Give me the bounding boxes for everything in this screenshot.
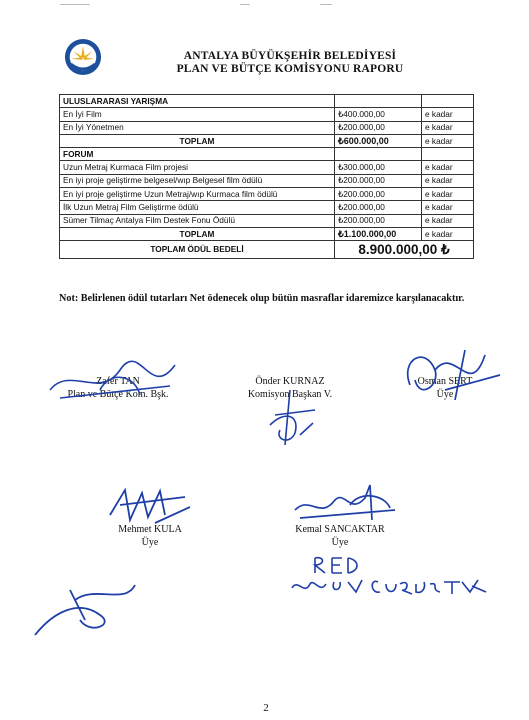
table-row: [60, 174, 474, 187]
signatory-role: Üye: [436, 388, 454, 400]
award-name: Sümer Tilmaç Antalya Film Destek Fonu Ödülü: [60, 214, 335, 227]
award-amount: ₺200.000,00: [335, 214, 422, 227]
section-title: ULUSLARARASI YARIŞMA: [60, 95, 335, 108]
award-name: Uzun Metraj Kurmaca Film projesi: [60, 161, 335, 174]
award-amount: ₺300.000,00: [335, 161, 422, 174]
award-note: e kadar: [422, 201, 474, 214]
award-amount: ₺200.000,00: [335, 121, 422, 134]
header-title: ANTALYA BÜYÜKŞEHİR BELEDİYESİ: [183, 50, 397, 62]
award-name: En İyi Film: [60, 108, 335, 121]
signatory-name: Önder KURNAZ: [255, 376, 325, 387]
total-row: [60, 227, 474, 240]
award-note: e kadar: [422, 161, 474, 174]
municipality-logo-icon: [64, 38, 102, 76]
table-row: [60, 161, 474, 174]
award-name: En iyi proje geliştirme belgesel/wıp Belgesel film ödülü: [60, 174, 335, 187]
total-label: TOPLAM: [60, 227, 335, 240]
signature-scribble-icon: [30, 580, 140, 640]
signatory-name: Mehmet KULA: [118, 524, 182, 535]
signatory-name: Kemal SANCAKTAR: [295, 524, 385, 535]
signature-kemal-sancaktar-icon: [290, 480, 400, 525]
signatory-role: Üye: [331, 536, 349, 548]
signatory-role: Plan ve Bütçe Kom. Bşk.: [67, 388, 169, 400]
signature-onder-kurnaz-icon: [255, 385, 325, 450]
signatory-role: Üye: [141, 536, 159, 548]
signature-block-kemal-sancaktar: [275, 524, 405, 549]
total-note: e kadar: [422, 227, 474, 240]
award-note: e kadar: [422, 188, 474, 201]
total-amount: ₺600.000,00: [335, 134, 422, 147]
award-amount: ₺200.000,00: [335, 201, 422, 214]
signatory-role: Komisyon Başkan V.: [247, 388, 333, 400]
award-note: e kadar: [422, 174, 474, 187]
signature-osman-sert-icon: [395, 340, 505, 410]
scan-artifact: [240, 4, 250, 5]
award-table: [59, 94, 474, 259]
section-row: [60, 95, 474, 108]
table-row: [60, 108, 474, 121]
total-label: TOPLAM: [60, 134, 335, 147]
table-row: [60, 201, 474, 214]
handwritten-note-icon: [290, 548, 490, 598]
total-amount: ₺1.100.000,00: [335, 227, 422, 240]
scan-artifact: [60, 4, 90, 5]
section-row: [60, 148, 474, 161]
total-row: [60, 134, 474, 147]
award-amount: ₺200.000,00: [335, 188, 422, 201]
award-name: En İyi Yönetmen: [60, 121, 335, 134]
signatory-name: Osman SERT: [417, 376, 473, 387]
grand-total-label: TOPLAM ÖDÜL BEDELİ: [60, 241, 335, 259]
grand-total-amount: 8.900.000,00 ₺: [335, 241, 474, 259]
award-note: e kadar: [422, 214, 474, 227]
award-amount: ₺200.000,00: [335, 174, 422, 187]
signature-zafer-tan-icon: [40, 360, 180, 410]
note-text: Not: Belirlenen ödül tutarları Net ödenecek olup bütün masraflar idaremizce karşılanacaktır.: [59, 293, 465, 304]
table-row: [60, 121, 474, 134]
table-row: [60, 214, 474, 227]
award-amount: ₺400.000,00: [335, 108, 422, 121]
section-title: FORUM: [60, 148, 335, 161]
award-note: e kadar: [422, 121, 474, 134]
total-note: e kadar: [422, 134, 474, 147]
header-subtitle: PLAN VE BÜTÇE KOMİSYONU RAPORU: [176, 63, 404, 75]
scan-artifact: [320, 4, 332, 5]
award-name: En iyi proje geliştirme Uzun Metraj/wıp Kurmaca film ödülü: [60, 188, 335, 201]
page-number: 2: [263, 702, 269, 714]
signatory-name: Zafer TAN: [96, 376, 140, 387]
signature-mehmet-kula-icon: [100, 485, 200, 530]
grand-total-row: [60, 241, 474, 259]
award-name: İlk Uzun Metraj Film Geliştirme ödülü: [60, 201, 335, 214]
award-note: e kadar: [422, 108, 474, 121]
table-row: [60, 188, 474, 201]
